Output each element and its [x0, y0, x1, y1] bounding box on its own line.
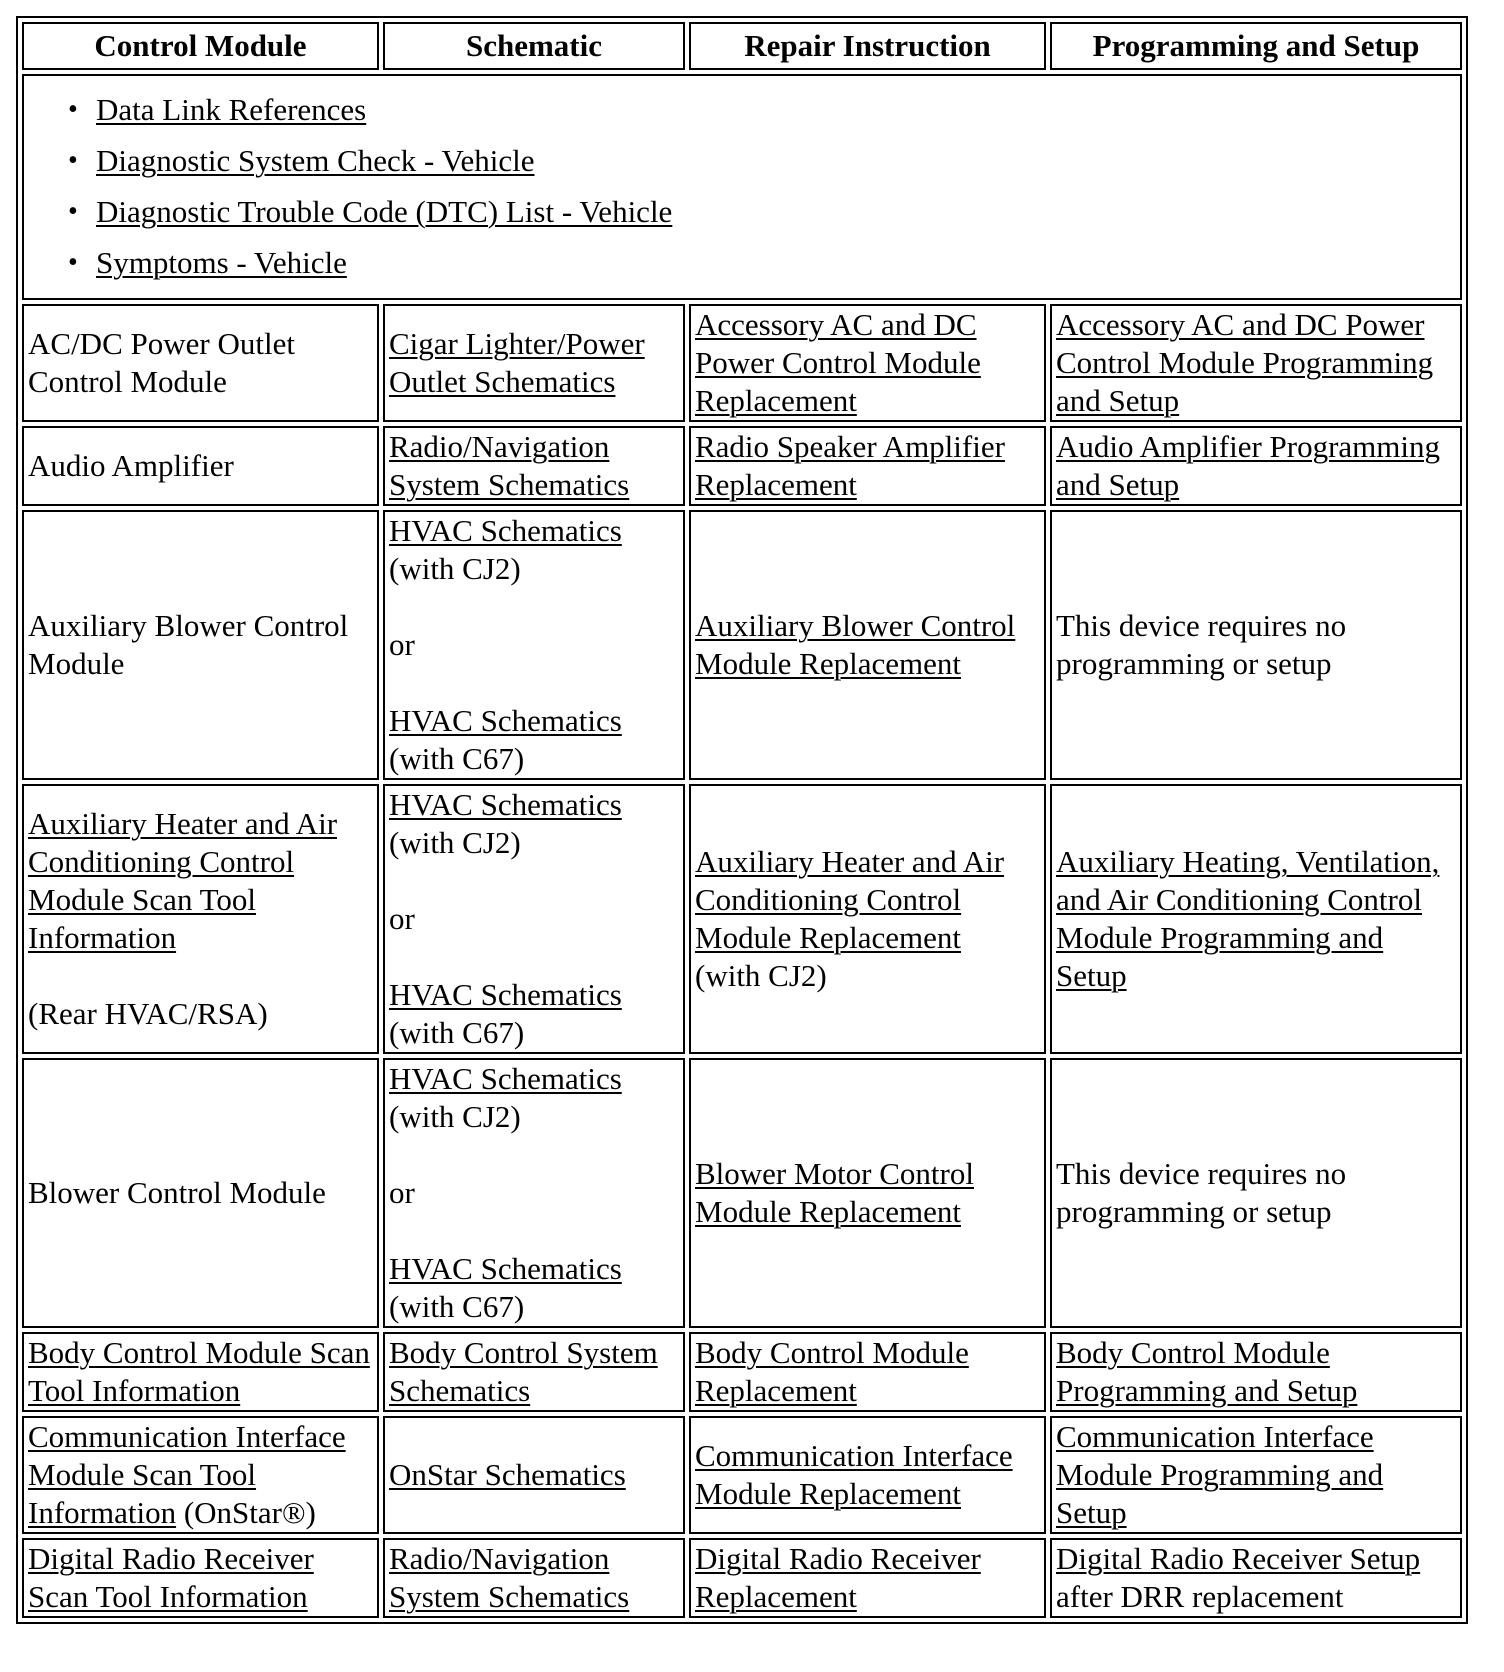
general-links-list	[28, 84, 1456, 288]
programming-link[interactable]: Accessory AC and DC Power Control Module Programming and Setup	[1056, 307, 1434, 418]
programming-cell: This device requires no programming or setup	[1050, 510, 1462, 780]
table-row	[22, 1538, 1462, 1618]
repair-link[interactable]: Blower Motor Control Module Replacement	[695, 1156, 974, 1229]
table-row	[22, 1416, 1462, 1534]
module-link[interactable]: Body Control Module Scan Tool Information	[28, 1335, 370, 1408]
module-cell: AC/DC Power Outlet Control Module	[22, 304, 379, 422]
hvac-schematics-c67-link[interactable]: HVAC Schematics	[389, 703, 622, 738]
hvac-schematics-cj2-link[interactable]: HVAC Schematics	[389, 513, 622, 548]
dtc-list-link[interactable]: Diagnostic Trouble Code (DTC) List - Vehicle	[96, 194, 673, 229]
schematic-note: (with C67)	[389, 741, 525, 776]
schematic-cell	[383, 1416, 685, 1534]
repair-link[interactable]: Body Control Module Replacement	[695, 1335, 969, 1408]
schematic-note: (with CJ2)	[389, 825, 521, 860]
repair-cell	[689, 1332, 1046, 1412]
repair-cell	[689, 784, 1046, 1054]
programming-link[interactable]: Auxiliary Heating, Ventilation, and Air Conditioning Control Module Programming and Setup	[1056, 844, 1440, 993]
diagnostic-system-check-link[interactable]: Diagnostic System Check - Vehicle	[96, 143, 535, 178]
programming-cell: This device requires no programming or setup	[1050, 1058, 1462, 1328]
schematic-note: (with CJ2)	[389, 551, 521, 586]
list-item	[96, 84, 1456, 135]
repair-link[interactable]: Auxiliary Heater and Air Conditioning Control Module Replacement	[695, 844, 1005, 955]
general-links-row	[22, 74, 1462, 300]
schematic-cell	[383, 304, 685, 422]
header-row	[22, 22, 1462, 70]
table-row	[22, 304, 1462, 422]
list-item	[96, 186, 1456, 237]
programming-cell	[1050, 426, 1462, 506]
symptoms-link[interactable]: Symptoms - Vehicle	[96, 245, 347, 280]
table-row	[22, 1332, 1462, 1412]
programming-cell	[1050, 784, 1462, 1054]
list-item	[96, 237, 1456, 288]
repair-cell	[689, 1058, 1046, 1328]
schematic-cell	[383, 1332, 685, 1412]
schematic-cell	[383, 1058, 685, 1328]
repair-cell	[689, 304, 1046, 422]
module-link[interactable]: Communication Interface Module Scan Tool Information	[28, 1419, 346, 1530]
programming-link[interactable]: Communication Interface Module Programming and Setup	[1056, 1419, 1384, 1530]
repair-link[interactable]: Digital Radio Receiver Replacement	[695, 1541, 981, 1614]
schematic-link[interactable]: Cigar Lighter/Power Outlet Schematics	[389, 326, 645, 399]
data-link-references-link[interactable]: Data Link References	[96, 92, 367, 127]
module-link[interactable]: Auxiliary Heater and Air Conditioning Control Module Scan Tool Information	[28, 806, 338, 955]
hvac-schematics-cj2-link[interactable]: HVAC Schematics	[389, 1061, 622, 1096]
module-cell	[22, 1538, 379, 1618]
module-reference-table	[16, 16, 1468, 1624]
table-row	[22, 426, 1462, 506]
table-row	[22, 510, 1462, 780]
schematic-link[interactable]: Radio/Navigation System Schematics	[389, 429, 630, 502]
schematic-note: (with C67)	[389, 1289, 525, 1324]
module-note: (Rear HVAC/RSA)	[28, 996, 268, 1031]
programming-link[interactable]: Audio Amplifier Programming and Setup	[1056, 429, 1441, 502]
table-row	[22, 1058, 1462, 1328]
schematic-cell	[383, 510, 685, 780]
programming-link[interactable]: Body Control Module Programming and Setup	[1056, 1335, 1358, 1408]
hvac-schematics-cj2-link[interactable]: HVAC Schematics	[389, 787, 622, 822]
schematic-cell	[383, 1538, 685, 1618]
module-cell: Auxiliary Blower Control Module	[22, 510, 379, 780]
programming-cell	[1050, 1416, 1462, 1534]
table-row	[22, 784, 1462, 1054]
programming-cell	[1050, 304, 1462, 422]
hvac-schematics-c67-link[interactable]: HVAC Schematics	[389, 977, 622, 1012]
repair-link[interactable]: Accessory AC and DC Power Control Module Replacement	[695, 307, 981, 418]
module-cell: Audio Amplifier	[22, 426, 379, 506]
repair-link[interactable]: Radio Speaker Amplifier Replacement	[695, 429, 1005, 502]
module-cell	[22, 1332, 379, 1412]
header-programming-setup: Programming and Setup	[1050, 22, 1462, 70]
module-suffix: (OnStar®)	[176, 1495, 316, 1530]
schematic-note: (with CJ2)	[389, 1099, 521, 1134]
module-cell	[22, 1416, 379, 1534]
header-schematic: Schematic	[383, 22, 685, 70]
schematic-note: (with C67)	[389, 1015, 525, 1050]
hvac-schematics-c67-link[interactable]: HVAC Schematics	[389, 1251, 622, 1286]
programming-link[interactable]: Digital Radio Receiver Setup	[1056, 1541, 1421, 1576]
repair-link[interactable]: Communication Interface Module Replacement	[695, 1438, 1013, 1511]
schematic-link[interactable]: Body Control System Schematics	[389, 1335, 658, 1408]
schematic-cell	[383, 784, 685, 1054]
module-cell: Blower Control Module	[22, 1058, 379, 1328]
schematic-or: or	[389, 901, 415, 936]
header-control-module: Control Module	[22, 22, 379, 70]
repair-cell	[689, 426, 1046, 506]
schematic-or: or	[389, 627, 415, 662]
general-links-cell	[22, 74, 1462, 300]
schematic-or: or	[389, 1175, 415, 1210]
repair-note: (with CJ2)	[695, 958, 827, 993]
schematic-cell	[383, 426, 685, 506]
repair-cell	[689, 510, 1046, 780]
programming-cell	[1050, 1332, 1462, 1412]
programming-cell	[1050, 1538, 1462, 1618]
module-link[interactable]: Digital Radio Receiver Scan Tool Information	[28, 1541, 314, 1614]
repair-cell	[689, 1538, 1046, 1618]
programming-suffix: after DRR replacement	[1056, 1579, 1344, 1614]
schematic-link[interactable]: OnStar Schematics	[389, 1457, 626, 1492]
header-repair-instruction: Repair Instruction	[689, 22, 1046, 70]
repair-cell	[689, 1416, 1046, 1534]
schematic-link[interactable]: Radio/Navigation System Schematics	[389, 1541, 630, 1614]
repair-link[interactable]: Auxiliary Blower Control Module Replacement	[695, 608, 1016, 681]
list-item	[96, 135, 1456, 186]
module-cell	[22, 784, 379, 1054]
